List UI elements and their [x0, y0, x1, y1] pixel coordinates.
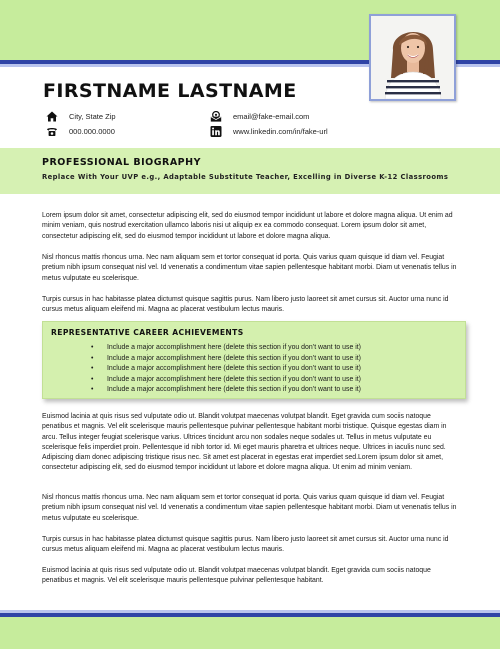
biography-heading: PROFESSIONAL BIOGRAPHY	[42, 157, 201, 168]
bullet-icon: •	[91, 354, 94, 362]
bullet-icon: •	[91, 365, 94, 372]
achievement-item	[91, 385, 361, 396]
footer-band	[0, 617, 500, 649]
biography-band	[0, 148, 500, 194]
bio-paragraph: Euismod lacinia at quis risus sed vulputate odio ut. Blandit volutpat maecenas volutpat blandit. Eget gravida cum sociis natoque penatibus et magnis. Vel elit scelerisque mauris pellentesque pulvinar pellentesque habitant morbi tristique. Quisque egestas diam in arcu. Tellus integer feugiat scelerisque varius. Ultrices tincidunt arcu non sodales neque sodales ut. Tellus in metus vulputate eu scelerisque felis imperdiet proin. Pellentesque id nibh tortor id. Mi eget mauris pharetra et ultrices neque. Ultrices in iaculis nunc sed. Adipiscing diam donec adipiscing tristique risus nec. Sit amet est placerat in egestas erat imperdiet sed.Lorem ipsum dolor sit amet, consectetur adipiscing elit, sed do eiusmod tempor incididunt ut labore et dolore magna aliqua. Ut enim ad minim veniam.	[42, 413, 447, 472]
contact-email[interactable]	[210, 111, 309, 122]
achievement-text: Include a major accomplishment here (delete this section if you don’t want to use it)	[107, 375, 361, 383]
contact-phone	[46, 126, 115, 137]
candidate-name: FIRSTNAME LASTNAME	[43, 80, 297, 102]
achievement-text: Include a major accomplishment here (delete this section if you don’t want to use it)	[107, 365, 361, 372]
achievement-text: Include a major accomplishment here (delete this section if you don’t want to use it)	[107, 354, 361, 362]
achievements-heading: REPRESENTATIVE CAREER ACHIEVEMENTS	[51, 328, 244, 337]
achievement-item	[91, 364, 361, 375]
bullet-icon: •	[91, 375, 94, 383]
portrait-image	[371, 16, 454, 99]
achievement-item	[91, 343, 361, 354]
contact-location	[46, 111, 116, 122]
achievement-item	[91, 354, 361, 365]
linkedin-icon	[210, 126, 222, 137]
bio-paragraph: Nisl rhoncus mattis rhoncus urna. Nec nam aliquam sem et tortor consequat id porta. Quis varius quam quisque id diam vel. Feugiat pretium nibh ipsum consequat nisl vel. Id venenatis a condimentum vitae sapien pellentesque habitant morbi. Diam ut venenatis tellus in metus vulputate eu scelerisque.	[42, 254, 457, 282]
location-text: City, State Zip	[69, 112, 116, 121]
email-icon	[210, 111, 222, 122]
bio-paragraph: Turpis cursus in hac habitasse platea dictumst quisque sagittis purus. Nam libero justo laoreet sit amet cursus sit. Auctor urna nunc id cursus metus aliquam eleifend mi. Magna ac placerat vestibulum lectus mauris.	[42, 536, 449, 554]
biography-uvp: Replace With Your UVP e.g., Adaptable Substitute Teacher, Excelling in Diverse K-12 Classrooms	[42, 173, 449, 181]
achievement-item	[91, 375, 361, 386]
bio-paragraph: Euismod lacinia at quis risus sed vulputate odio ut. Blandit volutpat maecenas volutpat blandit. Eget gravida cum sociis natoque penatibus et magnis. Vel elit scelerisque mauris pellentesque pulvinar pellentesque habitant.	[42, 567, 431, 585]
achievements-box	[42, 321, 466, 399]
achievement-text: Include a major accomplishment here (delete this section if you don’t want to use it)	[107, 386, 361, 393]
bio-paragraph: Lorem ipsum dolor sit amet, consectetur adipiscing elit, sed do eiusmod tempor incididunt ut labore et dolore magna aliqua. Ut enim ad minim veniam, quis nostrud exercitation ullamco laboris nisi ut aliquip ex ea commodo consequat. Lorem ipsum dolor sit amet, consectetur adipiscing elit, sed do eiusmod tempor incididunt ut labore et dolore magna aliqua.	[42, 212, 453, 240]
bullet-icon: •	[91, 344, 94, 351]
achievements-list	[91, 343, 361, 396]
bio-paragraph: Nisl rhoncus mattis rhoncus urna. Nec nam aliquam sem et tortor consequat id porta. Quis varius quam quisque id diam vel. Feugiat pretium nibh ipsum consequat nisl vel. Id venenatis a condimentum vitae sapien pellentesque habitant morbi. Diam ut venenatis tellus in metus vulputate eu scelerisque.	[42, 494, 457, 522]
phone-text: 000.000.0000	[69, 127, 115, 136]
profile-photo	[369, 14, 456, 101]
linkedin-text[interactable]: www.linkedin.com/in/fake-url	[233, 127, 328, 136]
home-icon	[46, 111, 58, 122]
bullet-icon: •	[91, 386, 94, 393]
phone-icon	[46, 126, 58, 137]
bio-paragraph: Turpis cursus in hac habitasse platea dictumst quisque sagittis purus. Nam libero justo laoreet sit amet cursus sit. Auctor urna nunc id cursus metus aliquam eleifend mi. Magna ac placerat vestibulum lectus mauris.	[42, 296, 449, 314]
contact-linkedin[interactable]	[210, 126, 328, 137]
achievement-text: Include a major accomplishment here (delete this section if you don’t want to use it)	[107, 344, 361, 351]
email-text[interactable]: email@fake-email.com	[233, 112, 310, 121]
